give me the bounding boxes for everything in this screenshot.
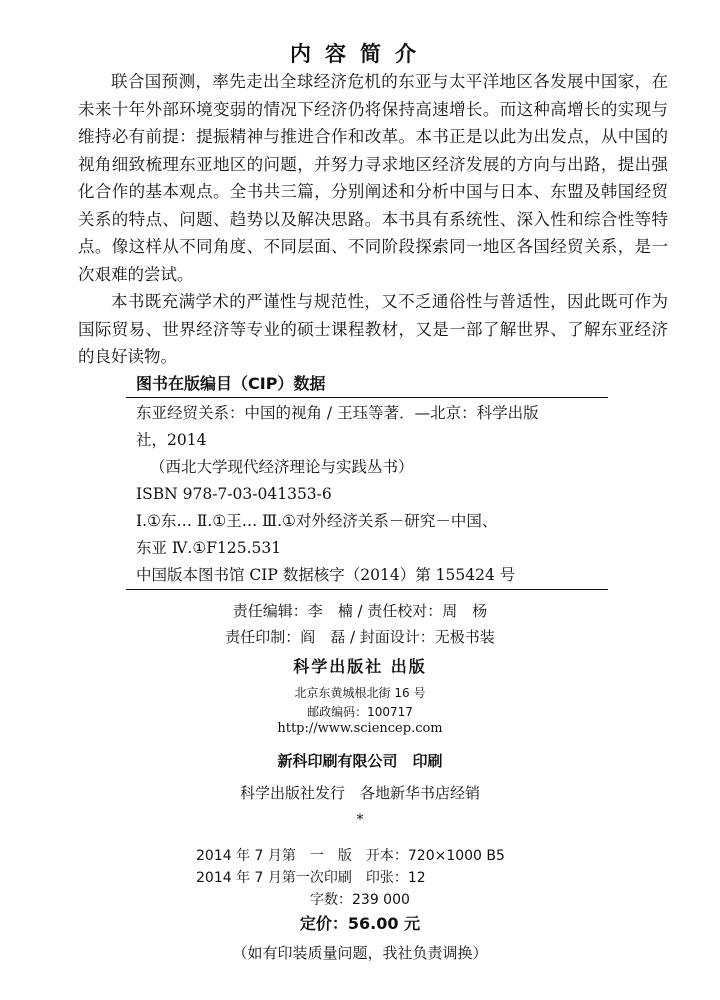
cip-heading: 图书在版编目（CIP）数据 <box>136 374 326 393</box>
printing-line: 2014 年 7 月第一次印刷 印张：12 <box>196 870 426 886</box>
cip-line-series: （西北大学现代经济理论与实践丛书） <box>150 458 414 476</box>
publisher-postcode: 邮政编码：100717 <box>307 705 413 719</box>
cip-line-2: 社，2014 <box>136 431 207 449</box>
summary-text <box>78 68 668 371</box>
edition-block <box>196 845 505 911</box>
distribution-line: 科学出版社发行 各地新华书店经销 <box>239 784 480 802</box>
price-label: 定价：56.00 元 <box>299 914 421 933</box>
credits-editor-line: 责任编辑：李 楠 / 责任校对：周 杨 <box>232 602 488 620</box>
summary-paragraph-2: 本书既充满学术的严谨性与规范性，又不乏通俗性与普适性，因此既可作为国际贸易、世界经济等专业的硕士课程教材，又是一部了解世界、了解东亚经济的良好读物。 <box>78 292 668 366</box>
cip-line-classification: Ⅰ.①东… Ⅱ.①王… Ⅲ.①对外经济关系－研究－中国、 <box>136 512 498 530</box>
credits-printing-line: 责任印制：阎 磊 / 封面设计：无极书装 <box>225 628 495 646</box>
edition-line: 2014 年 7 月第 一 版 开本：720×1000 B5 <box>196 848 505 864</box>
word-count: 字数：239 000 <box>310 892 410 908</box>
publisher-address: 北京东黄城根北街 16 号 <box>294 686 426 700</box>
separator-asterisk: * <box>356 812 364 828</box>
quality-notice: （如有印装质量问题，我社负责调换） <box>232 944 488 962</box>
cip-line-classification-cont: 东亚 Ⅳ.①F125.531 <box>136 539 282 557</box>
summary-paragraph-1: 联合国预测，率先走出全球经济危机的东亚与太平洋地区各发展中国家，在未来十年外部环境变弱的情况下经济仍将保持高速增长。而这种高增长的实现与维持必有前提：提振精神与推进合作和改革。本书正是以此为出发点，从中国的视角细致梳理东亚地区的问题，并努力寻求地区经济发展的方向与出路，提出强化合作的基本观点。全书共三篇，分别阐述和分析中国与日本、东盟及韩国经贸关系的特点、问题、趋势以及解决思路。本书具有系统性、深入性和综合性等特点。像这样从不同角度、不同层面、不同阶段探索同一地区各国经贸关系，是一次艰难的尝试。 <box>78 72 668 284</box>
cip-bottom-rule <box>126 589 608 590</box>
cip-block <box>136 400 606 589</box>
cip-line-1: 东亚经贸关系：中国的视角 / 王珏等著．—北京：科学出版 <box>136 404 539 422</box>
publisher-name: 科学出版社 出版 <box>293 657 427 676</box>
cip-line-record-number: 中国版本图书馆 CIP 数据核字（2014）第 155424 号 <box>136 566 516 584</box>
summary-title: 内容简介 <box>290 42 430 66</box>
cip-line-isbn: ISBN 978-7-03-041353-6 <box>136 485 332 503</box>
credits-block <box>0 598 720 650</box>
printer-line: 新科印刷有限公司 印刷 <box>277 752 443 770</box>
cip-top-rule <box>126 397 608 398</box>
publisher-url: http://www.sciencep.com <box>277 721 443 736</box>
